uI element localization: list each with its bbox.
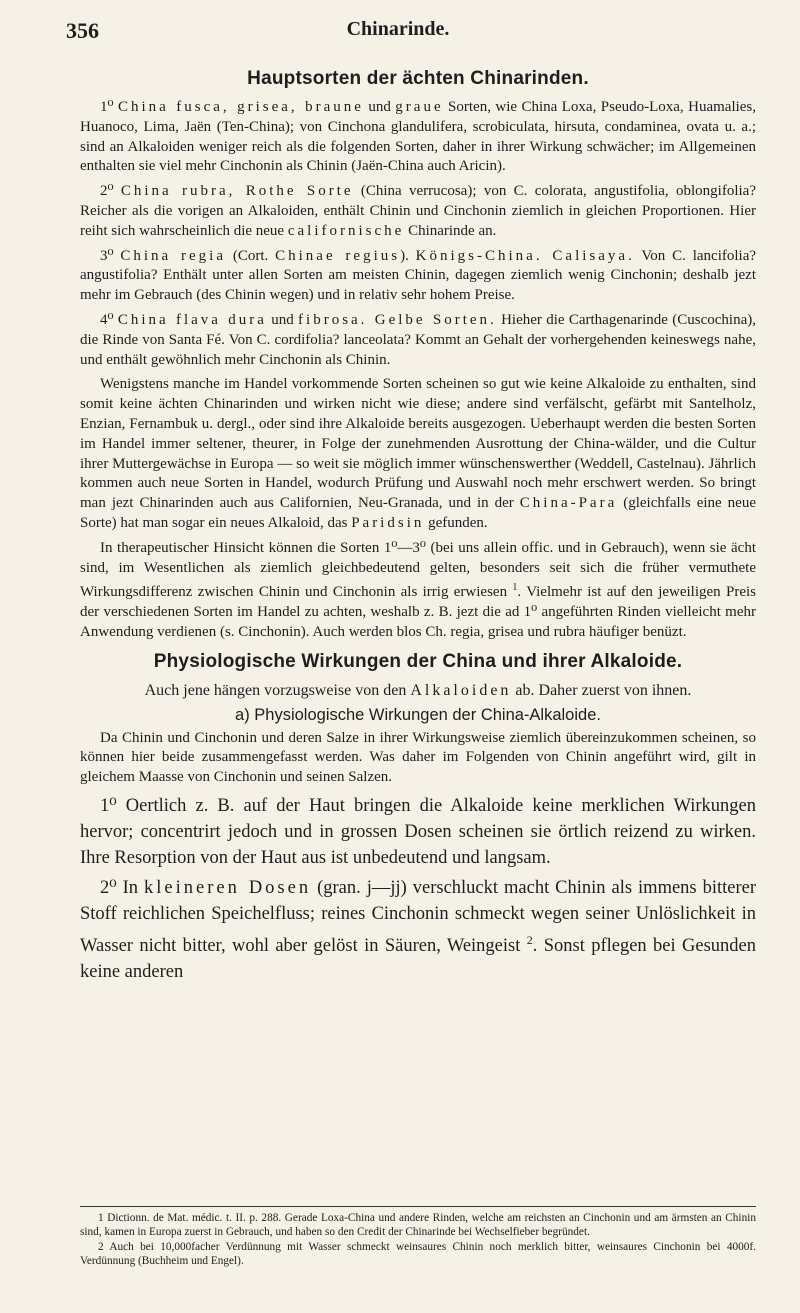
footnote-ref-2: 2 bbox=[526, 932, 533, 947]
paragraph-sort-2: 2⁰ China rubra, Rothe Sorte (China verrucosa); von C. colorata, angustifolia, oblongifolia? Reicher als die vorigen an Alkaloiden, enthält Chinin und Cinchonin ziemlich in gleichen Proportionen. Hier reiht sich wahrscheinlich die neue californische Chinarinde an. bbox=[80, 183, 756, 239]
sort-name: China flava dura bbox=[117, 311, 267, 328]
section-heading-physiological: Physiologische Wirkungen der China und ihrer Alkaloide. bbox=[153, 650, 683, 672]
footnotes bbox=[80, 1206, 756, 1269]
sort-name: China fusca, grisea, braune bbox=[117, 99, 364, 115]
footnote-ref-1: 1 bbox=[512, 582, 518, 594]
paragraph-sort-3: 3⁰ China regia (Cort. Chinae regius). Königs-China. Calisaya. Von C. lancifolia? angustifolia? Enthält unter allen Sorten am meisten Chinin, dagegen ziemlich wenig Cinchonin; deshalb jezt mehr im Gebrauch (des Chinin wegen) und in relativ sehr hohem Preise. bbox=[80, 247, 757, 304]
paragraph-small-doses: 2⁰ In kleineren Dosen (gran. j—jj) verschluckt macht Chinin als immens bitterer Stoff reichlichen Speichelfluss; reines Cinchonin schmeckt wegen seiner Unlöslichkeit in Wasser nicht bitter, wohl aber gelöst in Säuren, Weingeist $^2$. Sonst pflegen bei Gesunden keine anderen bbox=[80, 877, 756, 983]
page-number: 356 bbox=[66, 18, 99, 43]
paragraph-adulteration: Wenigstens manche im Handel vorkommende Sorten scheinen so gut wie keine Alkaloide zu enthalten, sind somit keine ächten Chinarinden und wirken nicht wie diese; andere sind verfälscht, gefärbt mit Santelholz, Enzian, Fernambuk u. dergl., oder sind ihre Alkaloide bereits ausgezogen. Ueberhaupt werden die besten Sorten im Handel immer seltener, theurer, in Folge der zunehmenden Ausrottung der China-wälder, und die Cultur ihrer Muttergewächse in Europa — so weit sie möglich immer wünschenswerther (Weddell, Castelnau). Jährlich kommen auch neue Sorten in Handel, wodurch Prüfung und Auswahl noch mehr erschwert werden. So bringt man jezt Chinarinden auch aus Californien, Neu-Granada, und in der China-Para (gleichfalls eine neue Sorte) hat man sogar ein neues Alkaloid, das Paridsin gefunden. bbox=[80, 376, 756, 531]
paragraph-intro: Auch jene hängen vorzugsweise von den Alkaloiden ab. Daher zuerst von ihnen. bbox=[144, 681, 692, 699]
paragraph-sort-1: 1⁰ China fusca, grisea, braune und graue Sorten, wie China Loxa, Pseudo-Loxa, Huamalies, Huanoco, Lima, Jaën (Ten-China); von Cinchona glandulifera, scrobiculata, hirsuta, condaminea, ovata u. a.; sind an Alkaloiden weniger reich als die folgenden Sorten, daher in ihrer Wirkung schwächer; im Allgemeinen enthalten sie viel mehr Cinchonin als Chinin (Jaën-China auch Aricin). bbox=[80, 99, 757, 175]
footnote-2: 2 Auch bei 10,000facher Verdünnung mit Wasser schmeckt weinsaures Chinin noch merklich bitter, weinsaures Cinchonin bei 4000f. Verdünnung (Buchheim und Engel). bbox=[80, 1241, 756, 1267]
page-header bbox=[66, 18, 730, 48]
page-body bbox=[80, 60, 756, 989]
paragraph-sort-4: 4⁰ China flava dura und fibrosa. Gelbe Sorten. Hieher die Carthagenarinde (Cuscochina), die Rinde von Santa Fé. Von C. cordifolia? lanceolata? Kommt an Gehalt der vorhergehenden keineswegs nahe, und enthält gewöhnlich mehr Cinchonin als Chinin. bbox=[80, 311, 756, 368]
sort-name: China rubra, Rothe Sorte bbox=[120, 183, 354, 200]
subsection-heading-alkaloids: a) Physiologische Wirkungen der China-Alkaloide. bbox=[235, 705, 601, 724]
section-heading-main-sorts: Hauptsorten der ächten Chinarinden. bbox=[247, 68, 589, 89]
running-title: Chinarinde. bbox=[346, 18, 450, 40]
paragraph-salts: Da Chinin und Cinchonin und deren Salze in ihrer Wirkungsweise ziemlich übereinzukommen scheinen, so können hier beide zusammengefasst werden. Was daher im Folgenden von Chinin angeführt wird, gilt in gleichem Maasse von Cinchonin und seinen Salzen. bbox=[80, 729, 756, 786]
paragraph-local-effects: 1⁰ Oertlich z. B. auf der Haut bringen die Alkaloide keine merklichen Wirkungen hervor; concentrirt jedoch und in grossen Dosen scheinen sie örtlich reizend zu wirken. Ihre Resorption von der Haut aus ist unbedeutend und langsam. bbox=[80, 795, 756, 868]
sort-name: China regia bbox=[120, 247, 227, 264]
footnote-1: 1 Dictionn. de Mat. médic. t. II. p. 288. Gerade Loxa-China und andere Rinden, welche am reichsten an Cinchonin und am ärmsten an Chinin sind, kamen in Europa zuerst in Gebrauch, und haben so den Credit der Chinarinde bei Wechselfieber begründet. bbox=[80, 1212, 756, 1238]
paragraph-therapeutic: In therapeutischer Hinsicht können die Sorten 1⁰—3⁰ (bei uns allein offic. und in Gebrauch), wenn sie ächt sind, im Wesentlichen als ziemlich gleichbedeutend gelten, besonders seit sich die früher vermuthete Wirkungsdifferenz zwischen Chinin und Cinchonin als irrig erwiesen $^1$. Vielmehr ist auf den jeweiligen Preis der verschiedenen Sorten im Handel zu achten, weshalb z. B. jezt die ad 1⁰ angeführten Rinden vielleicht mehr Anwendung verdienen (s. Cinchonin). Auch werden blos Ch. regia, grisea und rubra häufiger benüzt. bbox=[80, 539, 756, 640]
